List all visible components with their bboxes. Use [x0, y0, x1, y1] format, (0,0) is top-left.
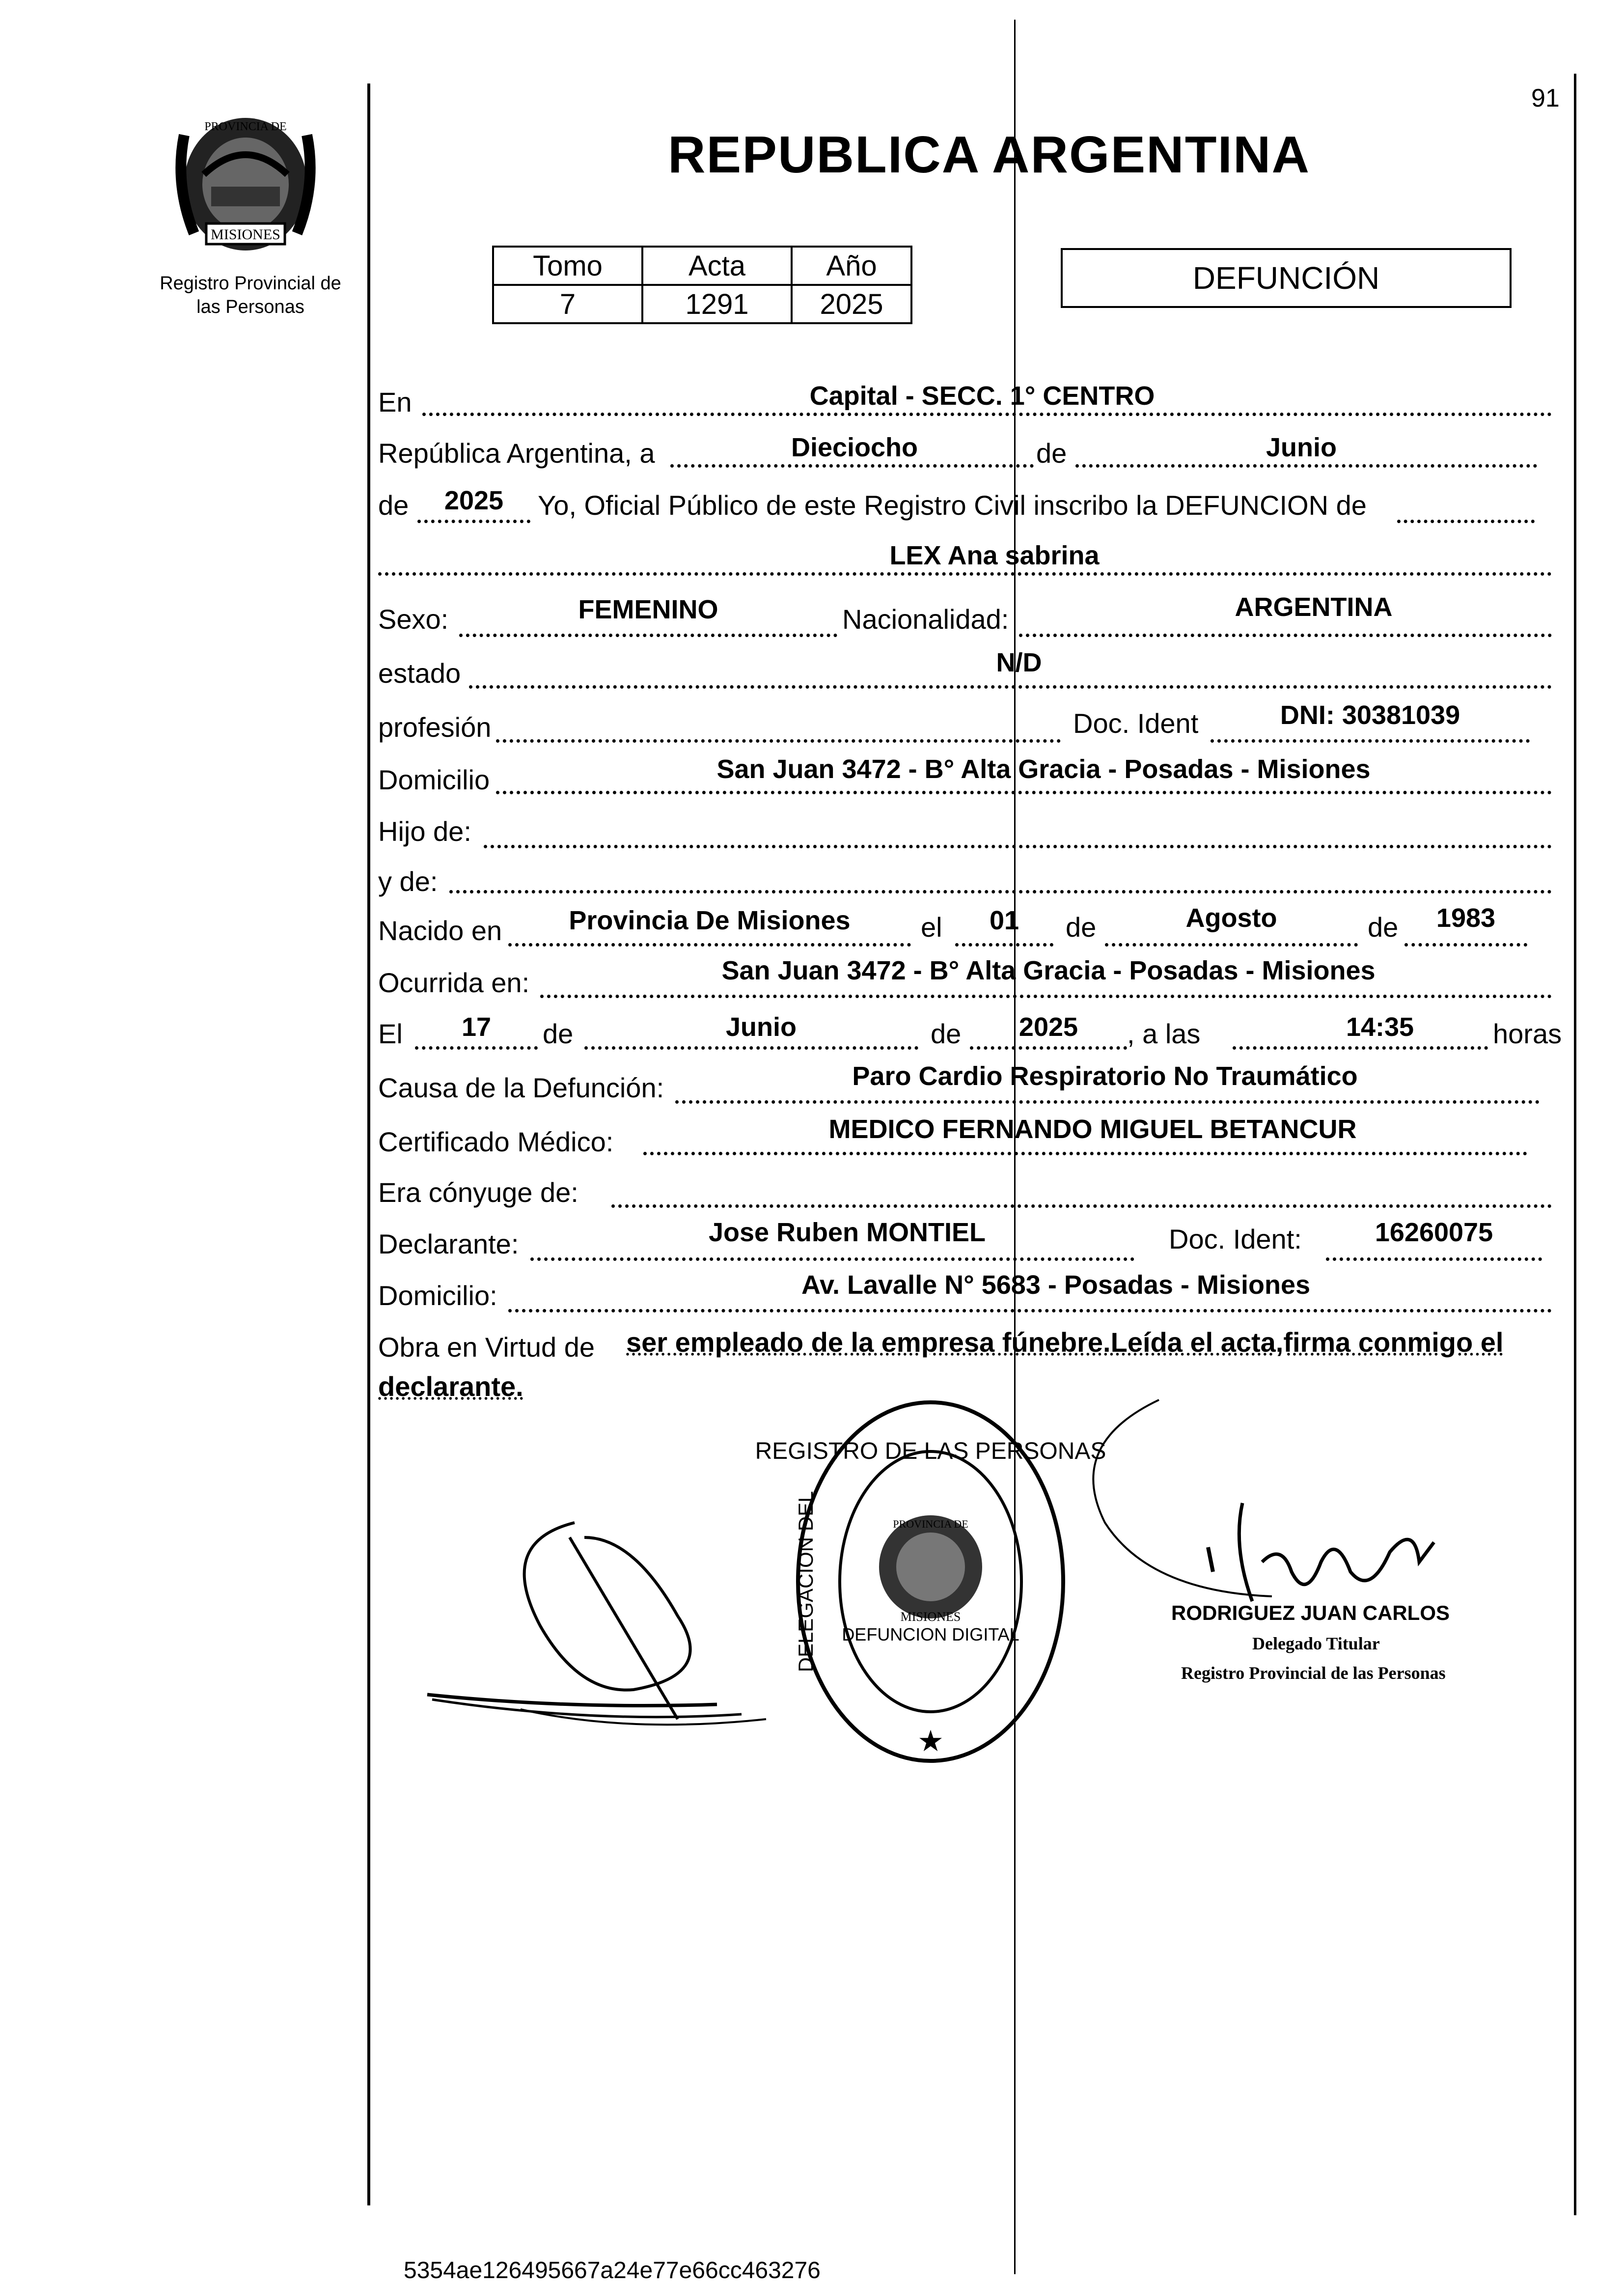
dotted-line — [955, 943, 1053, 947]
dotted-line — [508, 1309, 1552, 1312]
anio-registro-value: 2025 — [444, 486, 504, 515]
tomo-acta-anio-box — [492, 246, 912, 324]
nacimiento-anio-value: 1983 — [1436, 903, 1496, 933]
de-label: de — [1368, 912, 1399, 943]
dotted-line — [584, 1046, 918, 1050]
page-number: 91 — [1531, 84, 1560, 112]
acta-label: Acta — [642, 247, 792, 285]
nacimiento-mes-value: Agosto — [1185, 903, 1277, 933]
dotted-line — [1105, 943, 1358, 947]
en-label: En — [378, 387, 412, 418]
horas-label: horas — [1493, 1018, 1562, 1049]
anio-label: Año — [792, 247, 911, 285]
right-margin-line — [1574, 74, 1576, 2215]
doc-ident-value: DNI: 30381039 — [1280, 700, 1460, 730]
de-label: de — [543, 1018, 574, 1049]
dotted-line — [670, 464, 1034, 468]
en-value: Capital - SECC. 1° CENTRO — [809, 381, 1155, 411]
tomo-value: 7 — [493, 285, 642, 323]
declarante-label: Declarante: — [378, 1228, 519, 1259]
acta-value: 1291 — [642, 285, 792, 323]
official-office: Registro Provincial de las Personas — [1181, 1663, 1446, 1683]
dotted-line — [469, 685, 1552, 689]
dotted-line — [449, 890, 1552, 893]
obra-en-virtud-value-2: declarante. — [378, 1371, 523, 1402]
certificado-label: Certificado Médico: — [378, 1126, 614, 1157]
dotted-line — [643, 1152, 1527, 1155]
svg-text:DEFUNCION DIGITAL: DEFUNCION DIGITAL — [842, 1624, 1019, 1644]
official-role: Delegado Titular — [1252, 1634, 1380, 1653]
de-label: de — [1066, 912, 1097, 943]
el-label: el — [921, 912, 942, 943]
left-margin-line — [367, 84, 370, 2205]
dotted-line — [496, 791, 1552, 794]
hijo-de-label: Hijo de: — [378, 816, 471, 847]
nacido-en-label: Nacido en — [378, 915, 502, 946]
causa-label: Causa de la Defunción: — [378, 1072, 664, 1103]
dotted-line — [970, 1046, 1127, 1050]
dotted-line — [1404, 943, 1527, 947]
estado-label: estado — [378, 658, 461, 689]
ocurrida-en-label: Ocurrida en: — [378, 967, 530, 998]
dotted-line — [422, 413, 1552, 416]
nacionalidad-value: ARGENTINA — [1235, 592, 1393, 622]
dotted-line — [540, 995, 1552, 998]
nacionalidad-label: Nacionalidad: — [842, 604, 1009, 635]
profesion-label: profesión — [378, 712, 492, 743]
declarante-doc-value: 16260075 — [1375, 1218, 1493, 1247]
de-label: de — [378, 490, 409, 521]
domicilio-value: San Juan 3472 - B° Alta Gracia - Posadas - Misiones — [716, 754, 1371, 784]
document-title: REPUBLICA ARGENTINA — [668, 126, 1311, 184]
dotted-line — [496, 739, 1061, 743]
registry-stamp — [755, 1390, 1106, 1773]
estado-value: N/D — [996, 648, 1042, 677]
anio-value: 2025 — [792, 285, 911, 323]
ocurrida-en-value: San Juan 3472 - B° Alta Gracia - Posadas - Misiones — [721, 956, 1376, 985]
domicilio-label: Domicilio — [378, 764, 490, 795]
dotted-line — [459, 634, 837, 637]
defuncion-anio-value: 2025 — [1018, 1012, 1078, 1042]
svg-text:MISIONES: MISIONES — [900, 1610, 961, 1624]
dotted-line — [611, 1204, 1552, 1208]
y-de-label: y de: — [378, 866, 438, 897]
declarante-value: Jose Ruben MONTIEL — [708, 1218, 986, 1247]
el-label: El — [378, 1018, 403, 1049]
dotted-line — [508, 943, 911, 947]
svg-text:DELEGACION DEL: DELEGACION DEL — [794, 1491, 817, 1672]
stamp-star-icon: ★ — [917, 1725, 944, 1757]
declarante-domicilio-label: Domicilio: — [378, 1280, 497, 1311]
de-label: de — [1036, 438, 1067, 469]
scan-fold-line — [1014, 20, 1016, 2274]
official-name: RODRIGUEZ JUAN CARLOS — [1171, 1601, 1450, 1624]
obra-en-virtud-value: ser empleado de la empresa fúnebre.Leída el acta,firma conmigo el — [626, 1327, 1504, 1358]
dotted-line — [1397, 520, 1535, 523]
defuncion-hora-value: 14:35 — [1346, 1012, 1414, 1042]
causa-value: Paro Cardio Respiratorio No Traumático — [852, 1061, 1358, 1091]
de-label: de — [931, 1018, 962, 1049]
declarante-domicilio-value: Av. Lavalle N° 5683 - Posadas - Misiones — [801, 1270, 1311, 1300]
provincial-seal-logo — [165, 106, 327, 258]
dia-value: Dieciocho — [791, 433, 918, 462]
nacimiento-dia-value: 01 — [989, 906, 1019, 935]
declarante-doc-label: Doc. Ident: — [1169, 1224, 1302, 1254]
nacido-en-value: Provincia De Misiones — [569, 906, 851, 935]
certificado-value: MEDICO FERNANDO MIGUEL BETANCUR — [828, 1114, 1357, 1144]
republica-label: República Argentina, a — [378, 438, 655, 469]
dotted-line — [1326, 1257, 1542, 1261]
dotted-line — [1075, 464, 1537, 468]
dotted-line — [1233, 1046, 1488, 1050]
dotted-line — [675, 1100, 1540, 1104]
dotted-line — [1019, 634, 1552, 637]
oficial-text: Yo, Oficial Público de este Registro Civil inscribo la DEFUNCION de — [538, 490, 1367, 521]
obra-en-virtud-label: Obra en Virtud de — [378, 1332, 595, 1363]
mes-value: Junio — [1266, 433, 1337, 462]
registry-name: Registro Provincial de las Personas — [160, 273, 341, 317]
defuncion-dia-value: 17 — [461, 1012, 492, 1042]
deceased-name-value: LEX Ana sabrina — [889, 541, 1100, 570]
doc-ident-label: Doc. Ident — [1073, 708, 1199, 739]
sexo-value: FEMENINO — [578, 595, 718, 624]
dotted-line — [417, 520, 530, 523]
tomo-label: Tomo — [493, 247, 642, 285]
dotted-line — [484, 845, 1552, 848]
svg-text:PROVINCIA DE: PROVINCIA DE — [893, 1518, 968, 1530]
a-las-label: , a las — [1127, 1018, 1201, 1049]
conyuge-label: Era cónyuge de: — [378, 1177, 578, 1208]
defuncion-mes-value: Junio — [726, 1012, 797, 1042]
sexo-label: Sexo: — [378, 604, 449, 635]
record-type-box: DEFUNCIÓN — [1061, 248, 1512, 308]
document-hash: 5354ae126495667a24e77e66cc463276 — [404, 2257, 821, 2284]
dotted-line — [415, 1046, 538, 1050]
svg-text:REGISTRO DE LAS PERSONAS: REGISTRO DE LAS PERSONAS — [755, 1438, 1106, 1464]
dotted-line — [530, 1257, 1134, 1261]
svg-text:PROVINCIA DE: PROVINCIA DE — [204, 120, 287, 133]
declarante-signature — [422, 1503, 776, 1758]
svg-text:MISIONES: MISIONES — [211, 226, 280, 243]
dotted-line — [378, 572, 1552, 576]
dotted-line — [1211, 739, 1530, 743]
